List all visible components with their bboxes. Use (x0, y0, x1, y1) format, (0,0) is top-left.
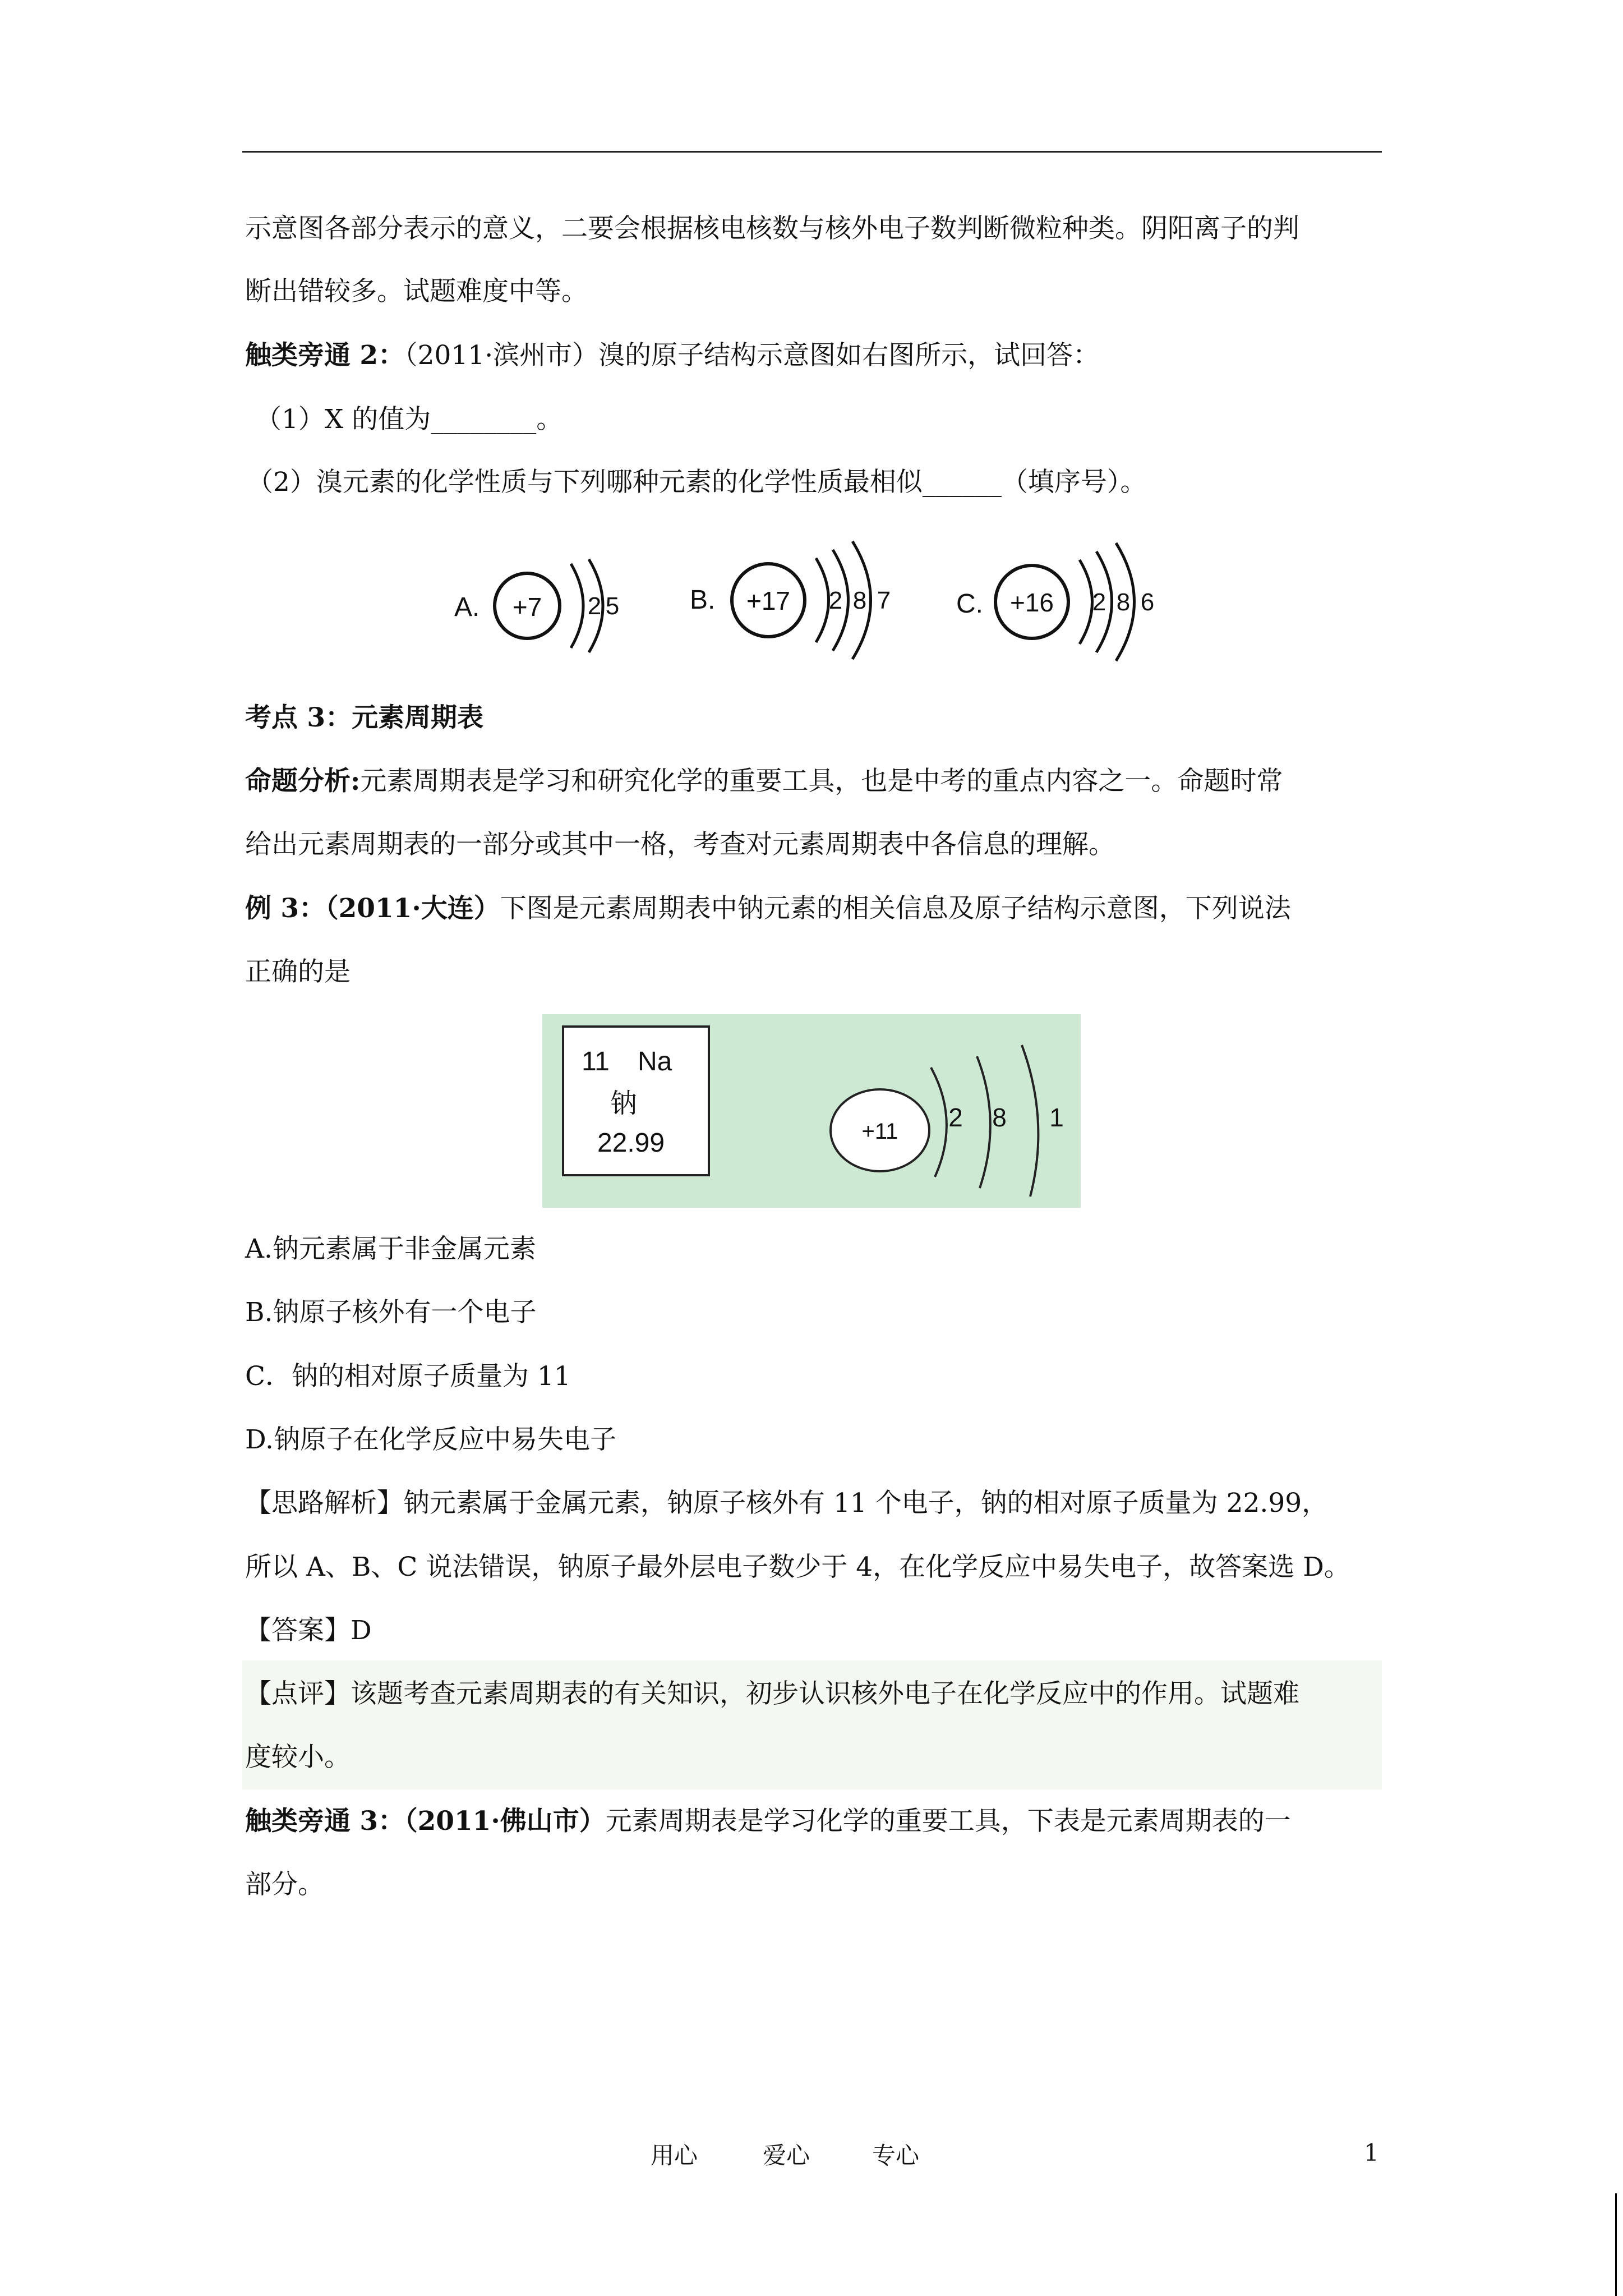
exercise-2-line (245, 339, 1099, 372)
option-c: C．钠的相对原子质量为 11 (245, 1361, 571, 1392)
option-a: A.钠元素属于非金属元素 (245, 1234, 536, 1264)
option-a-shell-arc (571, 564, 583, 648)
footer-word-1: 用心 (651, 2142, 698, 2169)
element-mass: 22.99 (597, 1128, 665, 1158)
edge-mark (1615, 2193, 1617, 2296)
paragraph-line: 示意图各部分表示的意义，二要会根据核电核数与核外电子数判断微粒种类。阴阳离子的判 (245, 213, 1299, 244)
paragraph-line: 断出错较多。试题难度中等。 (245, 276, 588, 307)
option-c-shell-arc (1080, 560, 1092, 644)
exercise-3-line-2: 部分。 (245, 1869, 324, 1900)
analysis-line (245, 765, 1283, 798)
exercise-3-label: 触类旁通 3：（2011·佛山市） (245, 1806, 606, 1837)
option-c-letter: C. (956, 589, 983, 619)
element-symbol: Na (638, 1047, 672, 1076)
option-d: D.钠原子在化学反应中易失电子 (245, 1424, 616, 1455)
sodium-shell-1: 2 (948, 1103, 963, 1132)
comment-line-1: 【点评】该题考查元素周期表的有关知识，初步认识核外电子在化学反应中的作用。试题难 (245, 1678, 1299, 1709)
answer-line: 【答案】D (245, 1615, 372, 1646)
example-3-line (245, 892, 1291, 926)
example-3-line-2: 正确的是 (245, 956, 351, 987)
sodium-nucleus: +11 (861, 1119, 898, 1144)
page-number: 1 (1364, 2139, 1379, 2166)
sodium-shell-2: 8 (992, 1103, 1007, 1132)
comment-line-2: 度较小。 (245, 1742, 351, 1773)
option-c-shell-3: 6 (1140, 588, 1155, 616)
solution-analysis-line-2: 所以 A、B、C 说法错误，钠原子最外层电子数少于 4，在化学反应中易失电子，故答案选 D。 (245, 1552, 1350, 1582)
option-a-shell-2: 5 (605, 592, 620, 620)
option-b-shell-1: 2 (828, 587, 843, 614)
option-c-shell-2: 8 (1116, 588, 1131, 616)
option-b-shell-2: 8 (852, 587, 867, 614)
example-3-text: 下图是元素周期表中钠元素的相关信息及原子结构示意图，下列说法 (500, 893, 1291, 924)
option-b-nucleus: +17 (746, 586, 791, 615)
option-a-letter: A. (454, 592, 480, 622)
analysis-label: 命题分析: (245, 766, 361, 797)
question-2: （2）溴元素的化学性质与下列哪种元素的化学性质最相似______（填序号）。 (247, 467, 1147, 498)
option-a-nucleus: +7 (512, 592, 542, 622)
sodium-shell-3: 1 (1049, 1103, 1064, 1132)
option-b-shell-arc (816, 558, 829, 642)
analysis-text: 元素周期表是学习和研究化学的重要工具，也是中考的重点内容之一。命题时常 (360, 766, 1283, 797)
element-atomic-number: 11 (582, 1047, 610, 1076)
sodium-element-figure (542, 1014, 1081, 1208)
option-c-shell-1: 2 (1092, 588, 1106, 616)
footer-word-3: 专心 (872, 2142, 920, 2169)
option-b: B.钠原子核外有一个电子 (245, 1297, 537, 1328)
exercise-2-text: （2011·滨州市）溴的原子结构示意图如右图所示，试回答： (404, 340, 1100, 371)
section-heading-kaodian-3: 考点 3：元素周期表 (245, 702, 484, 733)
solution-analysis-line-1: 【思路解析】钠元素属于金属元素，钠原子核外有 11 个电子，钠的相对原子质量为 22.99， (245, 1488, 1329, 1519)
atom-structure-options-figure (449, 524, 1178, 676)
option-a-shell-1: 2 (587, 592, 602, 620)
footer-word-2: 爱心 (763, 2142, 810, 2169)
option-b-letter: B. (690, 585, 716, 615)
analysis-line-2: 给出元素周期表的一部分或其中一格，考查对元素周期表中各信息的理解。 (245, 829, 1115, 860)
option-b-shell-3: 7 (877, 587, 891, 614)
exercise-2-label: 触类旁通 2： (245, 340, 405, 371)
element-name: 钠 (610, 1088, 638, 1119)
example-3-label: 例 3：（2011·大连） (245, 893, 500, 924)
header-rule (242, 151, 1382, 153)
exercise-3-line (245, 1805, 1291, 1838)
question-1: （1）X 的值为________。 (255, 404, 563, 435)
option-c-nucleus: +16 (1009, 588, 1054, 617)
exercise-3-text: 元素周期表是学习化学的重要工具，下表是元素周期表的一 (605, 1806, 1291, 1837)
